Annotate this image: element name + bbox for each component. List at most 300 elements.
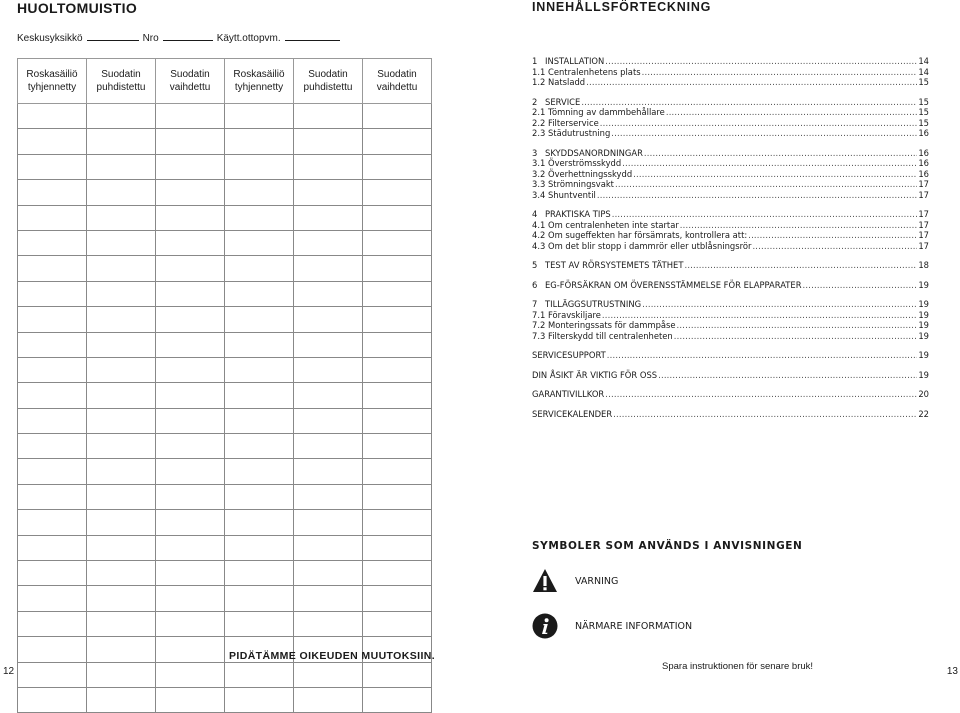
table-row — [18, 256, 432, 281]
log-entry-cell[interactable] — [156, 687, 225, 712]
toc-spacer — [532, 400, 929, 409]
log-entry-cell[interactable] — [363, 484, 432, 509]
log-entry-cell[interactable] — [18, 637, 87, 662]
table-row — [18, 586, 432, 611]
toc-dot-leader — [680, 220, 918, 231]
model-fill-line — [87, 31, 139, 41]
toc-entry — [532, 260, 929, 271]
toc-spacer — [532, 139, 929, 148]
toc-dot-leader — [612, 209, 918, 220]
log-entry-cell[interactable] — [294, 510, 363, 535]
table-row — [18, 408, 432, 433]
log-entry-cell[interactable] — [294, 586, 363, 611]
log-entry-cell[interactable] — [225, 332, 294, 357]
log-entry-cell[interactable] — [87, 281, 156, 306]
toc-entry — [532, 190, 929, 201]
table-row — [18, 687, 432, 712]
log-column-header — [294, 59, 363, 104]
table-row — [18, 662, 432, 687]
info-label: NÄRMARE INFORMATION — [575, 620, 693, 632]
toc-dot-leader — [674, 331, 918, 342]
column-header-line: Suodatin — [308, 69, 348, 80]
log-entry-cell[interactable] — [225, 357, 294, 382]
toc-entry-title: 2.1 Tömning av dammbehållare — [532, 107, 665, 117]
log-entry-cell[interactable] — [225, 104, 294, 129]
log-entry-cell[interactable] — [18, 307, 87, 332]
log-entry-cell[interactable] — [18, 281, 87, 306]
table-row — [18, 484, 432, 509]
log-entry-cell[interactable] — [156, 484, 225, 509]
log-entry-cell[interactable] — [294, 611, 363, 636]
toc-entry — [532, 320, 929, 331]
log-entry-cell[interactable] — [156, 307, 225, 332]
log-entry-cell[interactable] — [156, 535, 225, 560]
toc-entry-title: 2.2 Filterservice — [532, 117, 599, 128]
log-entry-cell[interactable] — [363, 332, 432, 357]
toc-page-number: 19 — [918, 279, 929, 290]
toc-dot-leader — [622, 158, 917, 169]
toc-page-number: 22 — [918, 408, 929, 419]
toc-page-number: 14 — [918, 66, 929, 77]
toc-entry — [532, 148, 929, 159]
toc-entry — [532, 97, 929, 108]
log-entry-cell[interactable] — [294, 307, 363, 332]
model-label: Keskusyksikkö — [17, 33, 83, 44]
table-row — [18, 281, 432, 306]
toc-entry — [532, 299, 929, 310]
toc-entry-title: EG-FÖRSÄKRAN OM ÖVERENSSTÄMMELSE FÖR ELAPPARATER — [545, 279, 802, 290]
toc-page-number: 17 — [918, 219, 929, 230]
info-circle-icon — [532, 613, 558, 639]
log-entry-cell[interactable] — [363, 281, 432, 306]
symbol-warning — [532, 568, 618, 594]
toc-entry — [532, 107, 929, 118]
toc-entry-title: 7.2 Monteringssats för dammpåse — [532, 320, 676, 330]
log-entry-cell[interactable] — [294, 230, 363, 255]
log-entry-cell[interactable] — [363, 459, 432, 484]
log-entry-cell[interactable] — [18, 256, 87, 281]
log-entry-cell[interactable] — [225, 256, 294, 281]
log-entry-cell[interactable] — [87, 357, 156, 382]
log-entry-cell[interactable] — [18, 383, 87, 408]
toc-dot-leader — [607, 350, 918, 361]
toc-dot-leader — [605, 389, 917, 400]
log-entry-cell[interactable] — [294, 129, 363, 154]
log-entry-cell[interactable] — [363, 357, 432, 382]
log-entry-cell[interactable] — [156, 408, 225, 433]
log-entry-cell[interactable] — [225, 129, 294, 154]
table-row — [18, 154, 432, 179]
log-entry-cell[interactable] — [294, 484, 363, 509]
toc-chapter-number: 2 — [532, 96, 538, 107]
log-entry-cell[interactable] — [156, 561, 225, 586]
page-number-right: 13 — [946, 666, 958, 677]
log-entry-cell[interactable] — [294, 180, 363, 205]
log-entry-cell[interactable] — [294, 408, 363, 433]
toc-entry — [532, 241, 929, 252]
log-entry-cell[interactable] — [294, 357, 363, 382]
table-row — [18, 230, 432, 255]
log-entry-cell[interactable] — [363, 408, 432, 433]
log-entry-cell[interactable] — [18, 434, 87, 459]
toc-dot-leader — [600, 118, 918, 129]
toc-spacer — [532, 251, 929, 260]
log-entry-cell[interactable] — [87, 383, 156, 408]
toc-entry — [532, 158, 929, 169]
toc-entry-title: TEST AV RÖRSYSTEMETS TÄTHET — [545, 260, 684, 270]
log-entry-cell[interactable] — [363, 434, 432, 459]
toc-entry-title: 7.3 Filterskydd till centralenheten — [532, 330, 673, 341]
toc-entry — [532, 230, 929, 241]
column-header-line: tyhjennetty — [234, 82, 284, 93]
log-entry-cell[interactable] — [156, 180, 225, 205]
right-page — [490, 0, 960, 678]
log-entry-cell[interactable] — [225, 434, 294, 459]
log-entry-cell[interactable] — [18, 687, 87, 712]
table-row — [18, 180, 432, 205]
toc-page-number: 19 — [918, 320, 929, 330]
toc-dot-leader — [605, 56, 917, 67]
log-entry-cell[interactable] — [294, 561, 363, 586]
column-header-line: vaihdettu — [376, 82, 418, 93]
toc-entry — [532, 179, 929, 190]
toc-title: INNEHÅLLSFÖRTECKNING — [532, 0, 712, 14]
log-entry-cell[interactable] — [87, 459, 156, 484]
table-row — [18, 332, 432, 357]
toc-page-number: 15 — [918, 77, 929, 87]
toc-chapter-number: 5 — [532, 260, 538, 270]
log-column-header — [18, 59, 87, 104]
log-entry-cell[interactable] — [225, 281, 294, 306]
log-entry-cell[interactable] — [87, 129, 156, 154]
log-entry-cell[interactable] — [18, 332, 87, 357]
log-entry-cell[interactable] — [87, 484, 156, 509]
log-entry-cell[interactable] — [294, 154, 363, 179]
table-of-contents — [532, 56, 929, 419]
log-entry-cell[interactable] — [156, 230, 225, 255]
log-entry-cell[interactable] — [156, 104, 225, 129]
column-header-line: Suodatin — [377, 69, 417, 80]
toc-page-number: 17 — [918, 230, 929, 240]
log-entry-cell[interactable] — [87, 256, 156, 281]
toc-entry-title: SKYDDSANORDNINGAR — [545, 147, 643, 158]
toc-entry-title: TILLÄGGSUTRUSTNING — [545, 299, 642, 309]
log-entry-cell[interactable] — [18, 484, 87, 509]
log-header-row — [18, 59, 432, 104]
toc-entry — [532, 56, 929, 67]
log-entry-cell[interactable] — [18, 510, 87, 535]
log-entry-cell[interactable] — [363, 383, 432, 408]
column-header-line: puhdistettu — [303, 82, 353, 93]
warning-label: VARNING — [575, 575, 619, 587]
toc-entry-title: SERVICEKALENDER — [532, 408, 613, 419]
log-entry-cell[interactable] — [294, 256, 363, 281]
toc-entry-title: SERVICESUPPORT — [532, 350, 606, 360]
log-entry-cell[interactable] — [156, 586, 225, 611]
toc-entry-title: 3.4 Shuntventil — [532, 189, 596, 200]
log-entry-cell[interactable] — [225, 383, 294, 408]
log-entry-cell[interactable] — [294, 662, 363, 687]
toc-dot-leader — [644, 148, 917, 159]
toc-dot-leader — [642, 67, 918, 78]
toc-page-number: 17 — [918, 179, 929, 189]
log-entry-cell[interactable] — [87, 535, 156, 560]
table-row — [18, 383, 432, 408]
log-entry-cell[interactable] — [225, 662, 294, 687]
log-entry-cell[interactable] — [363, 230, 432, 255]
log-entry-cell[interactable] — [294, 687, 363, 712]
toc-entry-title: 4.3 Om det blir stopp i dammrör eller utblåsningsrör — [532, 240, 752, 251]
log-entry-cell[interactable] — [363, 611, 432, 636]
log-entry-cell[interactable] — [18, 230, 87, 255]
log-entry-cell[interactable] — [87, 434, 156, 459]
log-entry-cell[interactable] — [294, 434, 363, 459]
toc-entry — [532, 67, 929, 78]
log-entry-cell[interactable] — [18, 586, 87, 611]
table-row — [18, 611, 432, 636]
toc-spacer — [532, 361, 929, 370]
log-entry-cell[interactable] — [363, 687, 432, 712]
toc-entry-title: 3.3 Strömningsvakt — [532, 179, 614, 189]
log-entry-cell[interactable] — [87, 332, 156, 357]
toc-entry — [532, 389, 929, 400]
toc-entry-title: 7.1 Föravskiljare — [532, 309, 601, 320]
log-entry-cell[interactable] — [294, 459, 363, 484]
table-row — [18, 307, 432, 332]
log-entry-cell[interactable] — [18, 408, 87, 433]
table-row — [18, 357, 432, 382]
log-entry-cell[interactable] — [363, 662, 432, 687]
log-entry-cell[interactable] — [156, 205, 225, 230]
log-entry-cell[interactable] — [87, 687, 156, 712]
log-entry-cell[interactable] — [294, 205, 363, 230]
toc-dot-leader — [613, 409, 917, 420]
toc-entry — [532, 220, 929, 231]
log-entry-cell[interactable] — [225, 561, 294, 586]
log-entry-cell[interactable] — [225, 484, 294, 509]
log-entry-cell[interactable] — [363, 307, 432, 332]
toc-page-number: 17 — [918, 189, 929, 200]
log-entry-cell[interactable] — [87, 154, 156, 179]
log-entry-cell[interactable] — [225, 611, 294, 636]
log-entry-cell[interactable] — [87, 561, 156, 586]
log-entry-cell[interactable] — [225, 535, 294, 560]
toc-dot-leader — [611, 128, 917, 139]
column-header-line: puhdistettu — [96, 82, 146, 93]
toc-page-number: 15 — [918, 96, 929, 107]
toc-page-number: 19 — [918, 309, 929, 320]
log-entry-cell[interactable] — [18, 611, 87, 636]
log-entry-cell[interactable] — [156, 383, 225, 408]
toc-entry — [532, 77, 929, 88]
toc-page-number: 20 — [918, 389, 929, 399]
log-entry-cell[interactable] — [225, 687, 294, 712]
toc-entry-title: INSTALLATION — [545, 56, 605, 66]
toc-page-number: 17 — [918, 209, 929, 219]
log-entry-cell[interactable] — [363, 561, 432, 586]
number-fill-line — [163, 31, 213, 41]
log-entry-cell[interactable] — [156, 637, 225, 662]
toc-entry-title: 3.1 Överströmsskydd — [532, 158, 622, 168]
log-entry-cell[interactable] — [225, 408, 294, 433]
toc-dot-leader — [642, 299, 917, 310]
log-entry-cell[interactable] — [18, 662, 87, 687]
toc-dot-leader — [615, 179, 917, 190]
toc-chapter-number: 6 — [532, 279, 538, 290]
log-column-header — [156, 59, 225, 104]
log-entry-cell[interactable] — [363, 180, 432, 205]
toc-page-number: 16 — [918, 168, 929, 179]
toc-page-number: 14 — [918, 56, 929, 66]
toc-spacer — [532, 200, 929, 209]
toc-entry-title: GARANTIVILLKOR — [532, 389, 605, 399]
log-entry-cell[interactable] — [156, 510, 225, 535]
log-entry-cell[interactable] — [363, 205, 432, 230]
date-fill-line — [285, 31, 340, 41]
toc-chapter-number: 7 — [532, 299, 538, 309]
log-entry-cell[interactable] — [87, 205, 156, 230]
log-entry-cell[interactable] — [87, 230, 156, 255]
log-entry-cell[interactable] — [156, 256, 225, 281]
start-date-label: Käytt.ottopvm. — [216, 33, 281, 44]
toc-entry — [532, 169, 929, 180]
log-entry-cell[interactable] — [294, 535, 363, 560]
toc-dot-leader — [658, 370, 917, 381]
log-entry-cell[interactable] — [225, 180, 294, 205]
log-entry-cell[interactable] — [87, 510, 156, 535]
log-entry-cell[interactable] — [363, 256, 432, 281]
toc-entry — [532, 409, 929, 420]
toc-entry — [532, 280, 929, 291]
log-entry-cell[interactable] — [225, 459, 294, 484]
log-entry-cell[interactable] — [18, 180, 87, 205]
toc-dot-leader — [597, 190, 917, 201]
log-entry-cell[interactable] — [156, 662, 225, 687]
log-entry-cell[interactable] — [87, 104, 156, 129]
table-row — [18, 535, 432, 560]
toc-page-number: 16 — [918, 128, 929, 138]
toc-spacer — [532, 341, 929, 350]
toc-spacer — [532, 88, 929, 97]
page-number-left: 12 — [3, 666, 15, 677]
log-entry-cell[interactable] — [225, 230, 294, 255]
log-entry-cell[interactable] — [225, 154, 294, 179]
log-entry-cell[interactable] — [87, 637, 156, 662]
log-entry-cell[interactable] — [363, 154, 432, 179]
rights-reserved-note: PIDÄTÄMME OIKEUDEN MUUTOKSIIN. — [229, 650, 436, 662]
log-entry-cell[interactable] — [156, 281, 225, 306]
log-entry-cell[interactable] — [18, 459, 87, 484]
log-entry-cell[interactable] — [363, 535, 432, 560]
toc-entry — [532, 209, 929, 220]
keep-instructions-note: Spara instruktionen för senare bruk! — [662, 661, 814, 672]
log-entry-cell[interactable] — [18, 561, 87, 586]
log-entry-cell[interactable] — [225, 307, 294, 332]
toc-page-number: 16 — [918, 147, 929, 158]
toc-entry-title: 1.1 Centralenhetens plats — [532, 66, 641, 77]
log-entry-cell[interactable] — [156, 357, 225, 382]
table-row — [18, 104, 432, 129]
log-entry-cell[interactable] — [156, 459, 225, 484]
column-header-line: Suodatin — [101, 69, 141, 80]
log-entry-cell[interactable] — [294, 332, 363, 357]
toc-dot-leader — [748, 230, 917, 241]
toc-entry — [532, 128, 929, 139]
table-row — [18, 561, 432, 586]
toc-dot-leader — [586, 77, 917, 88]
toc-dot-leader — [752, 241, 917, 252]
log-entry-cell[interactable] — [87, 408, 156, 433]
toc-entry-title: SERVICE — [545, 96, 581, 107]
log-entry-cell[interactable] — [156, 154, 225, 179]
log-entry-cell[interactable] — [156, 332, 225, 357]
log-entry-cell[interactable] — [363, 586, 432, 611]
toc-page-number: 15 — [918, 107, 929, 117]
log-entry-cell[interactable] — [156, 434, 225, 459]
toc-dot-leader — [602, 310, 917, 321]
unit-info-line — [17, 31, 344, 44]
log-entry-cell[interactable] — [363, 129, 432, 154]
log-entry-cell[interactable] — [87, 307, 156, 332]
symbols-title: SYMBOLER SOM ANVÄNDS I ANVISNINGEN — [532, 540, 803, 552]
toc-entry-title: 4.2 Om sugeffekten har försämrats, kontrollera att: — [532, 230, 748, 240]
toc-entry-title: 4.1 Om centralenheten inte startar — [532, 219, 679, 230]
toc-entry — [532, 370, 929, 381]
toc-page-number: 19 — [918, 299, 929, 309]
column-header-line: Roskasäiliö — [233, 69, 285, 80]
toc-chapter-number: 1 — [532, 56, 538, 66]
toc-entry — [532, 331, 929, 342]
symbol-info — [532, 613, 692, 639]
column-header-line: tyhjennetty — [27, 82, 77, 93]
log-entry-cell[interactable] — [156, 611, 225, 636]
toc-spacer — [532, 380, 929, 389]
toc-page-number: 19 — [918, 369, 929, 380]
log-entry-cell[interactable] — [294, 104, 363, 129]
log-entry-cell[interactable] — [225, 205, 294, 230]
warning-triangle-icon — [532, 568, 558, 594]
log-entry-cell[interactable] — [18, 357, 87, 382]
log-entry-cell[interactable] — [294, 281, 363, 306]
toc-spacer — [532, 290, 929, 299]
log-entry-cell[interactable] — [87, 180, 156, 205]
log-entry-cell[interactable] — [87, 586, 156, 611]
maintenance-log-table — [17, 58, 432, 713]
log-entry-cell[interactable] — [225, 586, 294, 611]
log-entry-cell[interactable] — [225, 510, 294, 535]
number-label: Nro — [142, 33, 159, 44]
log-entry-cell[interactable] — [87, 611, 156, 636]
log-column-header — [87, 59, 156, 104]
toc-chapter-number: 3 — [532, 147, 538, 158]
log-entry-cell[interactable] — [18, 129, 87, 154]
toc-entry-title: DIN ÅSIKT ÄR VIKTIG FÖR OSS — [532, 369, 658, 380]
log-entry-cell[interactable] — [294, 383, 363, 408]
log-entry-cell[interactable] — [156, 129, 225, 154]
log-entry-cell[interactable] — [18, 205, 87, 230]
table-row — [18, 205, 432, 230]
toc-page-number: 15 — [918, 117, 929, 128]
log-entry-cell[interactable] — [87, 662, 156, 687]
column-header-line: Roskasäiliö — [26, 69, 78, 80]
log-entry-cell[interactable] — [18, 535, 87, 560]
log-entry-cell[interactable] — [18, 154, 87, 179]
log-column-header — [225, 59, 294, 104]
log-entry-cell[interactable] — [363, 104, 432, 129]
toc-page-number: 16 — [918, 158, 929, 168]
log-entry-cell[interactable] — [18, 104, 87, 129]
log-entry-cell[interactable] — [363, 510, 432, 535]
